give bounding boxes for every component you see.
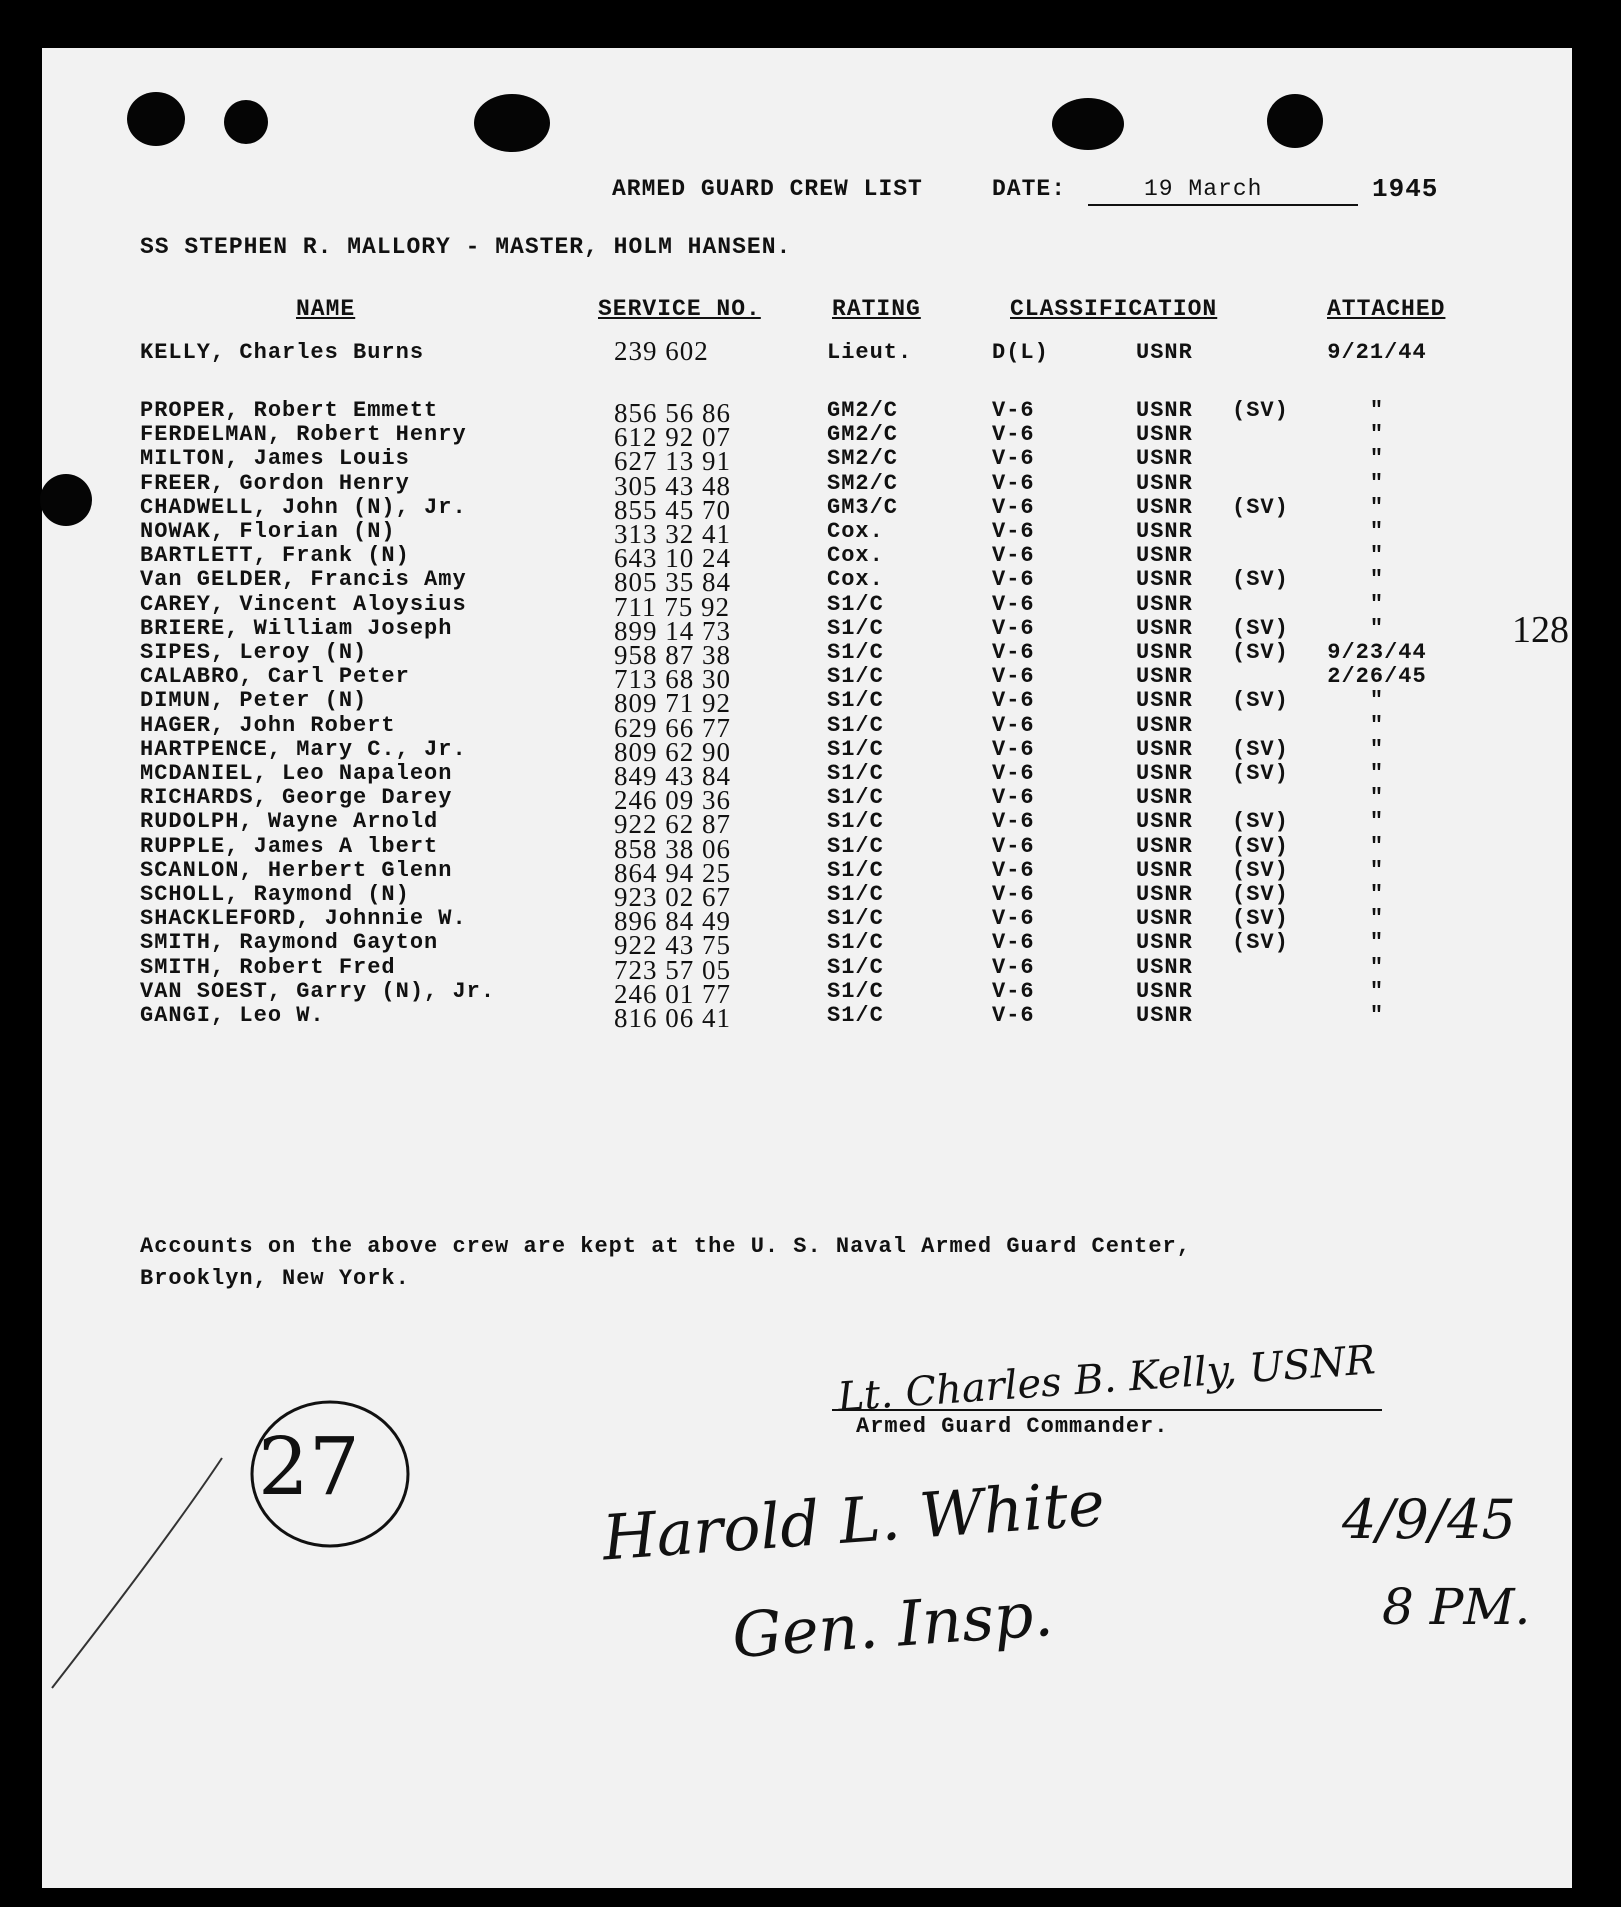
crew-name: SMITH, Robert Fred [140,954,396,980]
pencil-stroke [42,1448,242,1708]
crew-attached: " [1369,422,1385,448]
crew-name: RUDOLPH, Wayne Arnold [140,809,439,835]
crew-rating: S1/C [827,591,884,617]
crew-rating: S1/C [827,857,884,883]
crew-attached: " [1369,615,1385,641]
crew-sv-flag: (SV) [1232,494,1289,520]
crew-name: GANGI, Leo W. [140,1003,325,1028]
crew-classification: V-6 [992,591,1035,617]
crew-rating: Cox. [827,543,884,569]
crew-sv-flag: (SV) [1232,615,1289,641]
crew-classification: V-6 [992,398,1035,423]
crew-service-no: 809 71 92 [614,688,731,719]
crew-service-no: 711 75 92 [614,591,730,622]
crew-attached: " [1369,930,1385,956]
crew-attached: 9/23/44 [1327,640,1427,665]
crew-service-no: 922 62 87 [614,809,731,840]
crew-rating: S1/C [827,1003,884,1028]
crew-sv-flag: (SV) [1232,398,1289,423]
date-year: 1945 [1372,174,1439,204]
crew-rating: S1/C [827,615,884,641]
crew-classification: V-6 [992,954,1035,980]
crew-name: NOWAK, Florian (N) [140,519,396,544]
crew-sv-flag: (SV) [1232,857,1289,883]
crew-service-no: 246 01 77 [614,978,731,1009]
crew-rating: S1/C [827,688,884,714]
crew-classification: V-6 [992,882,1035,907]
punch-hole [127,92,185,146]
crew-classification: V-6 [992,930,1035,956]
crew-name: FERDELMAN, Robert Henry [140,422,467,448]
crew-reserve: USNR [1136,543,1193,569]
inspector-title: Gen. Insp. [729,1576,1056,1673]
crew-service-no: 923 02 67 [614,882,731,912]
crew-reserve: USNR [1136,398,1193,423]
crew-sv-flag: (SV) [1232,640,1289,665]
crew-reserve: USNR [1136,591,1193,617]
crew-sv-flag: (SV) [1232,882,1289,907]
crew-classification: V-6 [992,906,1035,932]
crew-name: RICHARDS, George Darey [140,785,453,811]
crew-attached: " [1369,398,1385,423]
crew-reserve: USNR [1136,736,1193,762]
crew-service-no: 313 32 41 [614,519,731,549]
crew-service-no: 239 602 [614,336,709,366]
crew-sv-flag: (SV) [1232,930,1289,956]
crew-name: CAREY, Vincent Aloysius [140,591,467,617]
crew-attached: 9/21/44 [1327,340,1427,365]
crew-service-no: 805 35 84 [614,567,731,598]
crew-attached: " [1369,882,1385,907]
crew-rating: SM2/C [827,446,899,472]
crew-name: RUPPLE, James A lbert [140,833,439,859]
crew-name: SMITH, Raymond Gayton [140,930,439,956]
crew-attached: " [1369,543,1385,569]
crew-rating: S1/C [827,761,884,786]
circled-number: 27 [258,1420,360,1513]
crew-service-no: 858 38 06 [614,833,731,864]
crew-row [42,336,1572,369]
crew-service-no: 629 66 77 [614,712,731,743]
crew-service-no: 627 13 91 [614,446,731,477]
crew-rating: S1/C [827,978,884,1004]
crew-rating: GM3/C [827,494,899,520]
crew-reserve: USNR [1136,930,1193,956]
crew-attached: " [1369,1003,1385,1028]
crew-name: PROPER, Robert Emmett [140,398,439,423]
crew-attached: " [1369,978,1385,1004]
crew-attached: " [1369,470,1385,496]
crew-rating: S1/C [827,833,884,859]
crew-reserve: USNR [1136,954,1193,980]
crew-attached: " [1369,906,1385,932]
crew-attached: 2/26/45 [1327,664,1427,690]
ship-line: SS STEPHEN R. MALLORY - MASTER, HOLM HANSEN. [140,234,792,260]
crew-reserve: USNR [1136,785,1193,811]
crew-reserve: USNR [1136,615,1193,641]
date-underline [1088,204,1358,206]
crew-classification: V-6 [992,688,1035,714]
punch-hole [1267,94,1323,148]
crew-name: MILTON, James Louis [140,446,410,472]
crew-sv-flag: (SV) [1232,736,1289,762]
crew-rating: S1/C [827,664,884,690]
crew-attached: " [1369,857,1385,883]
crew-reserve: USNR [1136,809,1193,835]
document-page [42,48,1572,1888]
crew-row [42,1003,1572,1032]
crew-name: Van GELDER, Francis Amy [140,567,467,593]
punch-hole [1052,98,1124,150]
crew-service-no: 713 68 30 [614,664,731,695]
crew-classification: V-6 [992,978,1035,1004]
inspection-time: 8 PM. [1382,1578,1531,1636]
crew-rating: S1/C [827,785,884,811]
crew-rating: S1/C [827,930,884,956]
crew-rating: Lieut. [827,340,913,365]
inspection-date: 4/9/45 [1342,1488,1516,1551]
crew-attached: " [1369,567,1385,593]
crew-name: KELLY, Charles Burns [140,340,425,365]
crew-reserve: USNR [1136,494,1193,520]
crew-name: DIMUN, Peter (N) [140,688,368,714]
crew-name: BRIERE, William Joseph [140,615,453,641]
col-header-classification: CLASSIFICATION [1010,296,1218,322]
document-title: ARMED GUARD CREW LIST [612,176,923,202]
crew-classification: V-6 [992,519,1035,544]
crew-classification: V-6 [992,1003,1035,1028]
col-header-rating: RATING [832,296,921,322]
crew-reserve: USNR [1136,761,1193,786]
accounts-note-line1: Accounts on the above crew are kept at the U. S. Naval Armed Guard Center, [140,1234,1191,1259]
crew-reserve: USNR [1136,519,1193,544]
crew-reserve: USNR [1136,640,1193,665]
crew-attached: " [1369,736,1385,762]
crew-service-no: 723 57 05 [614,954,731,985]
crew-service-no: 864 94 25 [614,857,731,888]
commander-signature: Lt. Charles B. Kelly, USNR [836,1337,1377,1421]
crew-service-no: 958 87 38 [614,640,731,670]
col-header-name: NAME [296,296,356,322]
crew-classification: V-6 [992,422,1035,448]
crew-classification: V-6 [992,640,1035,665]
page-number: 128 [1512,609,1569,651]
crew-reserve: USNR [1136,906,1193,932]
crew-classification: V-6 [992,712,1035,738]
crew-attached: " [1369,785,1385,811]
crew-attached: " [1369,519,1385,544]
crew-attached: " [1369,591,1385,617]
crew-name: MCDANIEL, Leo Napaleon [140,761,453,786]
punch-hole [224,100,268,144]
crew-service-no: 896 84 49 [614,906,731,937]
crew-service-no: 855 45 70 [614,494,731,525]
crew-attached: " [1369,954,1385,980]
crew-name: SIPES, Leroy (N) [140,640,368,665]
crew-attached: " [1369,688,1385,714]
crew-reserve: USNR [1136,567,1193,593]
crew-classification: V-6 [992,736,1035,762]
crew-attached: " [1369,761,1385,786]
crew-service-no: 305 43 48 [614,470,731,501]
crew-reserve: USNR [1136,688,1193,714]
crew-rating: S1/C [827,882,884,907]
date-value: 19 March [1144,176,1263,202]
crew-attached: " [1369,833,1385,859]
crew-rating: Cox. [827,519,884,544]
crew-service-no: 643 10 24 [614,543,731,574]
crew-attached: " [1369,809,1385,835]
crew-name: SCANLON, Herbert Glenn [140,857,453,883]
inspector-signature: Harold L. White [600,1466,1107,1575]
crew-service-no: 922 43 75 [614,930,731,961]
crew-service-no: 246 09 36 [614,785,731,816]
crew-sv-flag: (SV) [1232,809,1289,835]
crew-rating: S1/C [827,712,884,738]
crew-sv-flag: (SV) [1232,761,1289,786]
signature-underline [832,1409,1382,1411]
crew-rating: Cox. [827,567,884,593]
crew-name: VAN SOEST, Garry (N), Jr. [140,978,496,1004]
date-label: DATE: [992,176,1067,202]
crew-attached: " [1369,712,1385,738]
crew-classification: V-6 [992,761,1035,786]
crew-sv-flag: (SV) [1232,833,1289,859]
crew-classification: V-6 [992,857,1035,883]
crew-reserve: USNR [1136,340,1193,365]
crew-service-no: 809 62 90 [614,736,731,767]
crew-name: HARTPENCE, Mary C., Jr. [140,736,467,762]
punch-hole [474,94,550,152]
crew-service-no: 899 14 73 [614,615,731,646]
crew-name: CALABRO, Carl Peter [140,664,410,690]
crew-classification: V-6 [992,664,1035,690]
crew-service-no: 856 56 86 [614,398,731,428]
crew-attached: " [1369,494,1385,520]
crew-reserve: USNR [1136,712,1193,738]
crew-attached: " [1369,446,1385,472]
crew-sv-flag: (SV) [1232,688,1289,714]
crew-rating: SM2/C [827,470,899,496]
crew-reserve: USNR [1136,857,1193,883]
crew-classification: V-6 [992,615,1035,641]
crew-name: HAGER, John Robert [140,712,396,738]
crew-reserve: USNR [1136,1003,1193,1028]
crew-classification: V-6 [992,809,1035,835]
crew-classification: V-6 [992,567,1035,593]
crew-reserve: USNR [1136,446,1193,472]
crew-name: BARTLETT, Frank (N) [140,543,410,569]
crew-service-no: 849 43 84 [614,761,731,791]
crew-classification: V-6 [992,833,1035,859]
crew-reserve: USNR [1136,882,1193,907]
crew-classification: V-6 [992,494,1035,520]
crew-rating: S1/C [827,640,884,665]
crew-name: SCHOLL, Raymond (N) [140,882,410,907]
crew-reserve: USNR [1136,470,1193,496]
col-header-service-no: SERVICE NO. [598,296,761,322]
crew-service-no: 612 92 07 [614,422,731,453]
crew-rating: GM2/C [827,422,899,448]
crew-name: SHACKLEFORD, Johnnie W. [140,906,467,932]
crew-name: CHADWELL, John (N), Jr. [140,494,467,520]
crew-classification: V-6 [992,543,1035,569]
crew-reserve: USNR [1136,422,1193,448]
crew-sv-flag: (SV) [1232,567,1289,593]
crew-rating: S1/C [827,809,884,835]
crew-classification: V-6 [992,785,1035,811]
crew-name: FREER, Gordon Henry [140,470,410,496]
crew-service-no: 816 06 41 [614,1003,731,1033]
accounts-note-line2: Brooklyn, New York. [140,1266,410,1291]
crew-sv-flag: (SV) [1232,906,1289,932]
crew-reserve: USNR [1136,978,1193,1004]
crew-classification: V-6 [992,446,1035,472]
col-header-attached: ATTACHED [1327,296,1446,322]
crew-rating: S1/C [827,954,884,980]
crew-rating: S1/C [827,736,884,762]
crew-classification: D(L) [992,340,1049,365]
crew-rating: GM2/C [827,398,899,423]
crew-reserve: USNR [1136,833,1193,859]
crew-classification: V-6 [992,470,1035,496]
crew-rating: S1/C [827,906,884,932]
crew-reserve: USNR [1136,664,1193,690]
commander-title: Armed Guard Commander. [856,1414,1169,1439]
